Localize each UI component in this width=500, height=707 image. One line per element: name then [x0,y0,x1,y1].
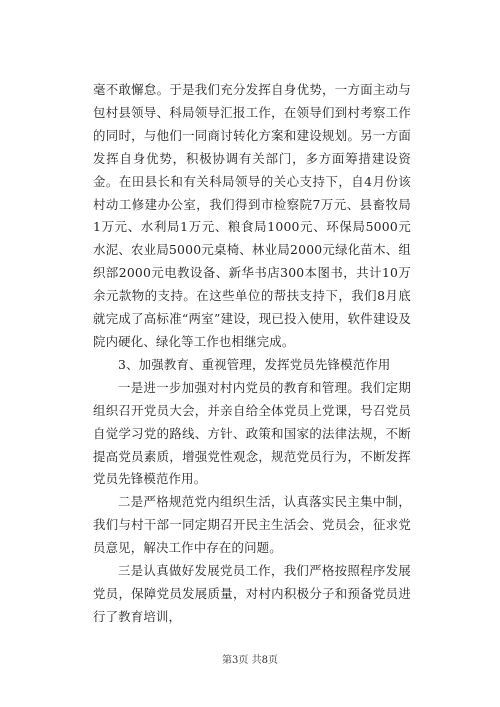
page-footer [0,654,500,668]
paragraph-second-measure: 二是严格规范党内组织生活，认真落实民主集中制，我们与村干部一同定期召开民主生活会、党员会，征求党员意见，解决工作中存在的问题。 [93,494,411,556]
paragraph-first-measure: 一是进一步加强对村内党员的教育和管理。我们定期组织召开党员大会，并亲自给全体党员上党课，号召党员自觉学习党的路线、方针、政策和国家的法律法规，不断提高党员素质，增强党性观念，规范党员行为，不断发挥党员先锋模范作用。 [93,379,411,487]
paragraph-continued: 毫不敢懈怠。于是我们充分发挥自身优势，一方面主动与包村县领导、科局领导汇报工作，在领导们到村考察工作的同时，与他们一同商讨转化方案和建设规划。另一方面发挥自身优势，积极协调有关部门，多方面筹措建设资金。在田县长和有关科局领导的关心支持下，自4月份该村动工修建办公室，我们得到市检察院7万元、县畜牧局1万元、水利局1万元、粮食局1000元、环保局5000元水泥、农业局5000元桌椅、林业局2000元绿化苗木、组织部2000元电教设备、新华书店300本图书，共计10万余元款物的支持。在这些单位的帮扶支持下，我们8月底就完成了高标准“两室”建设，现已投入使用，软件建设及院内硬化、绿化等工作也相继完成。 [93,82,411,349]
page-number: 第3页 共8页 [222,655,278,666]
paragraph-third-measure: 三是认真做好发展党员工作，我们严格按照程序发展党员，保障党员发展质量，对村内积极分子和预备党员进行了教育培训， [93,563,411,624]
document-body [93,79,411,629]
section-heading-3: 3、加强教育、重视管理，发挥党员先锋模范作用 [118,356,391,372]
